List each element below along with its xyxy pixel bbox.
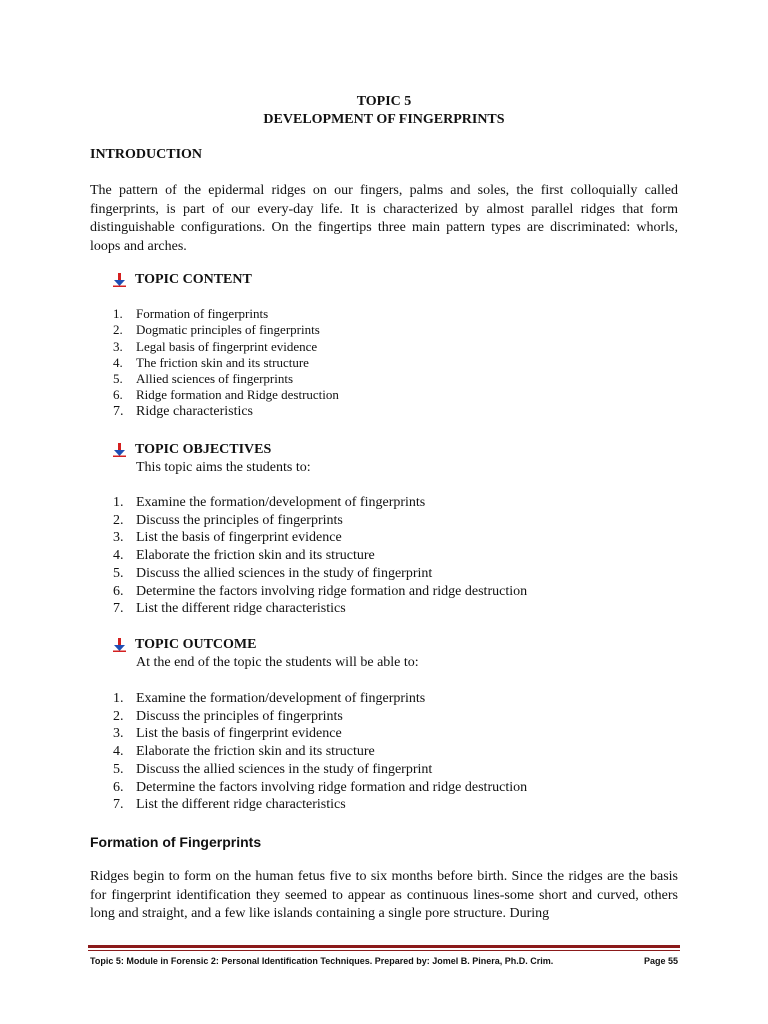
list-item-text: Allied sciences of fingerprints: [136, 371, 294, 387]
list-item: [113, 796, 527, 814]
list-item-text: Dogmatic principles of fingerprints: [136, 322, 320, 338]
list-item-number: 1.: [113, 495, 124, 510]
list-item-number: 3.: [113, 338, 123, 354]
list-item-number: 3.: [113, 726, 124, 742]
list-item: [113, 547, 527, 565]
list-item: [113, 779, 527, 797]
list-item-text: Ridge formation and Ridge destruction: [136, 387, 339, 403]
list-item-number: 1.: [113, 306, 123, 321]
topic-content-heading: [113, 271, 252, 289]
list-item-text: List the different ridge characteristics: [136, 797, 346, 813]
down-arrow-bullet-icon: [113, 443, 127, 457]
outcome-intro: At the end of the topic the students will be able to:: [136, 655, 419, 670]
list-item-number: 1.: [113, 691, 124, 706]
list-item-text: Legal basis of fingerprint evidence: [136, 338, 318, 354]
list-item-text: Examine the formation/development of fingerprints: [136, 495, 426, 510]
list-item: [113, 371, 339, 387]
topic-objectives-list: [113, 494, 527, 618]
list-item: [113, 600, 527, 618]
list-item-text: Determine the factors involving ridge formation and ridge destruction: [136, 583, 528, 599]
list-item-text: Ridge characteristics: [136, 403, 254, 419]
footer-divider: [88, 945, 680, 948]
list-item-text: Elaborate the friction skin and its structure: [136, 548, 375, 564]
list-item-text: Discuss the principles of fingerprints: [136, 512, 343, 528]
topic-objectives-heading-label: TOPIC OBJECTIVES: [135, 442, 272, 457]
introduction-heading: INTRODUCTION: [90, 147, 203, 162]
list-item-text: List the basis of fingerprint evidence: [136, 726, 342, 742]
list-item: [113, 529, 527, 547]
list-item-text: List the different ridge characteristics: [136, 601, 346, 617]
list-item-number: 5.: [113, 565, 124, 581]
list-item-number: 2.: [113, 322, 123, 338]
formation-paragraph: Ridges begin to form on the human fetus five to six months before birth. Since the ridges are the basis for fingerprint identification they seemed to appear as continuous lines-some short and curved, others long and straight, and a few like islands containing a single pore structure. During: [90, 869, 678, 921]
list-item: [113, 494, 527, 512]
list-item-number: 6.: [113, 779, 124, 795]
list-item-text: List the basis of fingerprint evidence: [136, 530, 342, 546]
topic-content-heading-label: TOPIC CONTENT: [135, 272, 252, 287]
list-item: [113, 743, 527, 761]
topic-objectives-heading: [113, 441, 271, 459]
introduction-paragraph: The pattern of the epidermal ridges on our fingers, palms and soles, the first colloquially called fingerprints, is part of our every-day life. It is characterized by almost parallel ridges that form distinguishable configurations. On the fingertips three main pattern types are discriminated: whorls, loops and arches.: [90, 183, 678, 254]
footer-divider-thin: [88, 950, 680, 951]
formation-heading: Formation of Fingerprints: [90, 834, 262, 850]
list-item-number: 4.: [113, 354, 123, 370]
down-arrow-bullet-icon: [113, 638, 127, 652]
list-item-number: 6.: [113, 583, 124, 599]
list-item: [113, 306, 339, 322]
list-item-text: Determine the factors involving ridge formation and ridge destruction: [136, 779, 528, 795]
objectives-intro: This topic aims the students to:: [136, 460, 311, 475]
list-item-text: Examine the formation/development of fingerprints: [136, 691, 426, 706]
list-item-text: Discuss the allied sciences in the study of fingerprint: [136, 761, 433, 777]
list-item-text: The friction skin and its structure: [136, 354, 309, 370]
list-item-number: 7.: [113, 797, 124, 813]
list-item-number: 4.: [113, 744, 124, 760]
topic-content-list: [113, 306, 339, 420]
topic-number-title: TOPIC 5: [356, 94, 412, 109]
topic-outcome-list: [113, 690, 527, 814]
list-item-number: 2.: [113, 708, 124, 724]
footer-text: Topic 5: Module in Forensic 2: Personal Identification Techniques. Prepared by: Jomel B. Pinera, Ph.D. Crim.: [90, 956, 554, 966]
topic-outcome-heading: [113, 636, 256, 654]
topic-outcome-heading-label: TOPIC OUTCOME: [135, 637, 257, 652]
list-item-number: 7.: [113, 601, 124, 617]
list-item-number: 2.: [113, 512, 124, 528]
list-item: [113, 355, 339, 371]
list-item: [113, 404, 339, 420]
list-item: [113, 761, 527, 779]
list-item: [113, 339, 339, 355]
list-item-number: 7.: [113, 403, 124, 419]
list-item: [113, 690, 527, 708]
page-title: DEVELOPMENT OF FINGERPRINTS: [263, 112, 505, 127]
list-item-number: 5.: [113, 761, 124, 777]
list-item-number: 3.: [113, 530, 124, 546]
down-arrow-bullet-icon: [113, 273, 127, 287]
list-item: [113, 512, 527, 530]
list-item-text: Elaborate the friction skin and its structure: [136, 744, 375, 760]
list-item-number: 5.: [113, 371, 123, 387]
list-item-number: 6.: [113, 387, 123, 403]
page-number: Page 55: [643, 956, 678, 966]
list-item: [113, 387, 339, 403]
list-item-text: Formation of fingerprints: [136, 306, 269, 321]
list-item: [113, 322, 339, 338]
list-item: [113, 725, 527, 743]
list-item-text: Discuss the allied sciences in the study of fingerprint: [136, 565, 433, 581]
list-item-text: Discuss the principles of fingerprints: [136, 708, 343, 724]
list-item: [113, 583, 527, 601]
list-item-number: 4.: [113, 548, 124, 564]
list-item: [113, 708, 527, 726]
list-item: [113, 565, 527, 583]
